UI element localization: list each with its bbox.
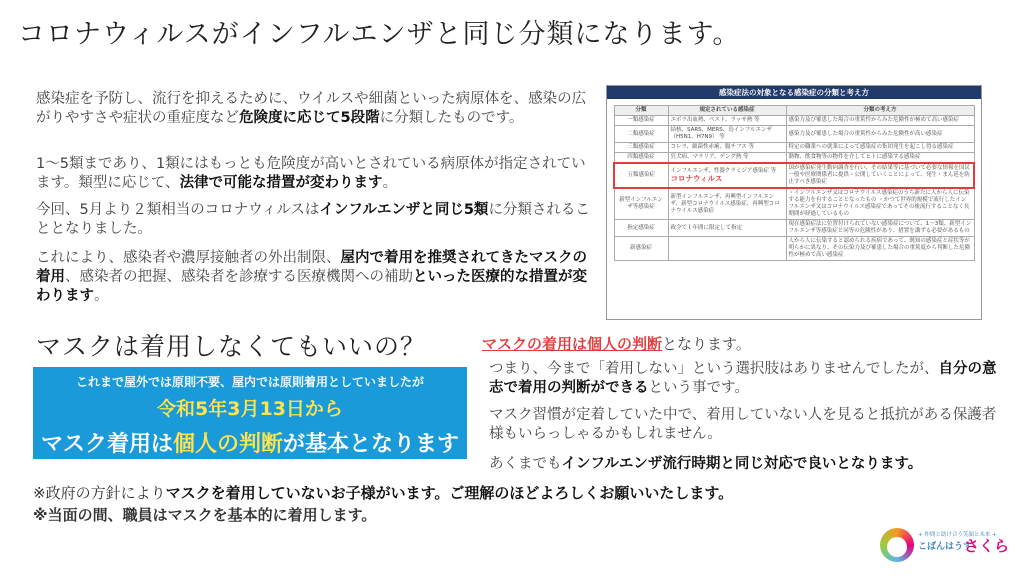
logo-name-a: こばんはうす [918, 542, 973, 552]
table-row: 一類感染症 エボラ出血熱、ペスト、ラッサ熱 等 感染力及び罹患した場合の重篤性からみた危険性が極めて高い感染症 [614, 116, 974, 126]
table-row: 新型インフルエンザ等感染症 新型インフルエンザ、再興型インフルエンザ、新型コロナウイルス感染症、再興型コロナウイルス感染症 ・インフルエンザ又はコロナウイルス感染症のうち新たに人から人に伝染する能力を有することとなったもの ・かつて世界的規模で流行したインフルエンザ又はコロナウイルス感染症であってその後流行することなく長期間が経過しているもの [614, 188, 974, 220]
table-title: 感染症法の対象となる感染症の分類と考え方 [607, 86, 981, 99]
answer-paragraph-3: あくまでもインフルエンザ流行時期と同じ対応で良いとなります。 [489, 456, 923, 472]
table-row: 二類感染症 結核、SARS、MERS、鳥インフルエンザ（H5N1、H7N9） 等 感染力及び罹患した場合の重篤性からみた危険性が高い感染症 [614, 126, 974, 143]
answer-paragraph-2: マスク習慣が定着していた中で、着用していない人を見ると抵抗がある保護者様もいらっしゃるかもしれません。 [489, 407, 997, 442]
answer-heading: マスクの着用は個人の判断となります。 [482, 335, 751, 353]
table-row: 四類感染症 狂犬病、マラリア、デング熱 等 動物、飲食物等の物件を介してヒトに感染する感染症 [614, 153, 974, 164]
table-header: 規定されている感染症 [668, 106, 786, 116]
note-2: ※当面の間、職員はマスクを基本的に着用します。 [33, 506, 377, 524]
banner-line-3: マスク着用は個人の判断が基本となります [40, 432, 460, 457]
question-heading: マスクは着用しなくてもいいの？ [36, 332, 427, 361]
highlight-label: コロナウィルス [670, 173, 723, 183]
page-title: コロナウィルスがインフルエンザと同じ分類になります。 [18, 19, 741, 50]
table-row-highlighted: 五類感染症 インフルエンザ、性器クラミジア感染症 等 コロナウィルス 国が感染症発生動向調査を行い、その結果等に基づいて必要な情報を国民一般や医療関係者に提供・公開していくことによって、発生・まん延を防止すべき感染症 [614, 163, 974, 188]
table-row: 三類感染症 コレラ、細菌性赤痢、腸チフス 等 特定の職業への就業によって感染症の集団発生を起こし得る感染症 [614, 143, 974, 153]
table-header: 分類の考え方 [786, 106, 974, 116]
banner-line-1: これまで屋外では原則不要、屋内では原則着用としていましたが [75, 375, 424, 389]
intro-paragraph-1: 感染症を予防し、流行を抑えるために、ウイルスや細菌といった病原体を、感染の広がりやすさや症状の重症度など危険度に応じて5段階に分類したものです。 [36, 91, 587, 126]
intro-paragraph-2: 1〜5類まであり、1類にはもっとも危険度が高いとされている病原体が指定されています。類型に応じて、法律で可能な措置が変わります。 [36, 156, 586, 191]
intro-paragraph-3: 今回、5月より２類相当のコロナウィルスはインフルエンザと同じ5類に分類されることとなりました。 [36, 202, 590, 237]
intro-paragraph-4: これにより、感染者や濃厚接触者の外出制限、屋内で着用を推奨されてきたマスクの着用、感染者の把握、感染者を診療する医療機関への補助といった医療的な措置が変わります。 [36, 250, 587, 304]
logo-name-b: さくら [964, 537, 1010, 555]
logo-mark-icon [880, 528, 914, 562]
logo-tagline: + 仲間と助け合う笑顔と未来 + [918, 532, 997, 538]
kobanhouse-sakura-logo [880, 526, 1010, 566]
table-row: 指定感染症 政令で１年間に限定して指定 現在感染症法に位置付けられていない感染症について、1〜3類、新型インフルエンザ等感染症と同等の危険性があり、措置を講ずる必要があるもの [614, 220, 974, 237]
classification-table-figure [606, 85, 982, 320]
answer-paragraph-1: つまり、今まで「着用しない」という選択肢はありませんでしたが、自分の意志で着用の判断ができるという事です。 [489, 361, 997, 396]
mask-policy-banner [33, 367, 467, 459]
classification-table [613, 105, 975, 261]
banner-date: 令和5年3月13日から [157, 398, 343, 420]
table-header: 分類 [614, 106, 668, 116]
table-row: 新感染症 人から人に伝染すると認められる疾病であって、既知の感染症と症状等が明らかに異なり、その伝染力及び罹患した場合の重篤度から判断した危険性が極めて高い感染症 [614, 237, 974, 261]
note-1: ※政府の方針によりマスクを着用していないお子様がいます。ご理解のほどよろしくお願いいたします。 [33, 484, 734, 502]
